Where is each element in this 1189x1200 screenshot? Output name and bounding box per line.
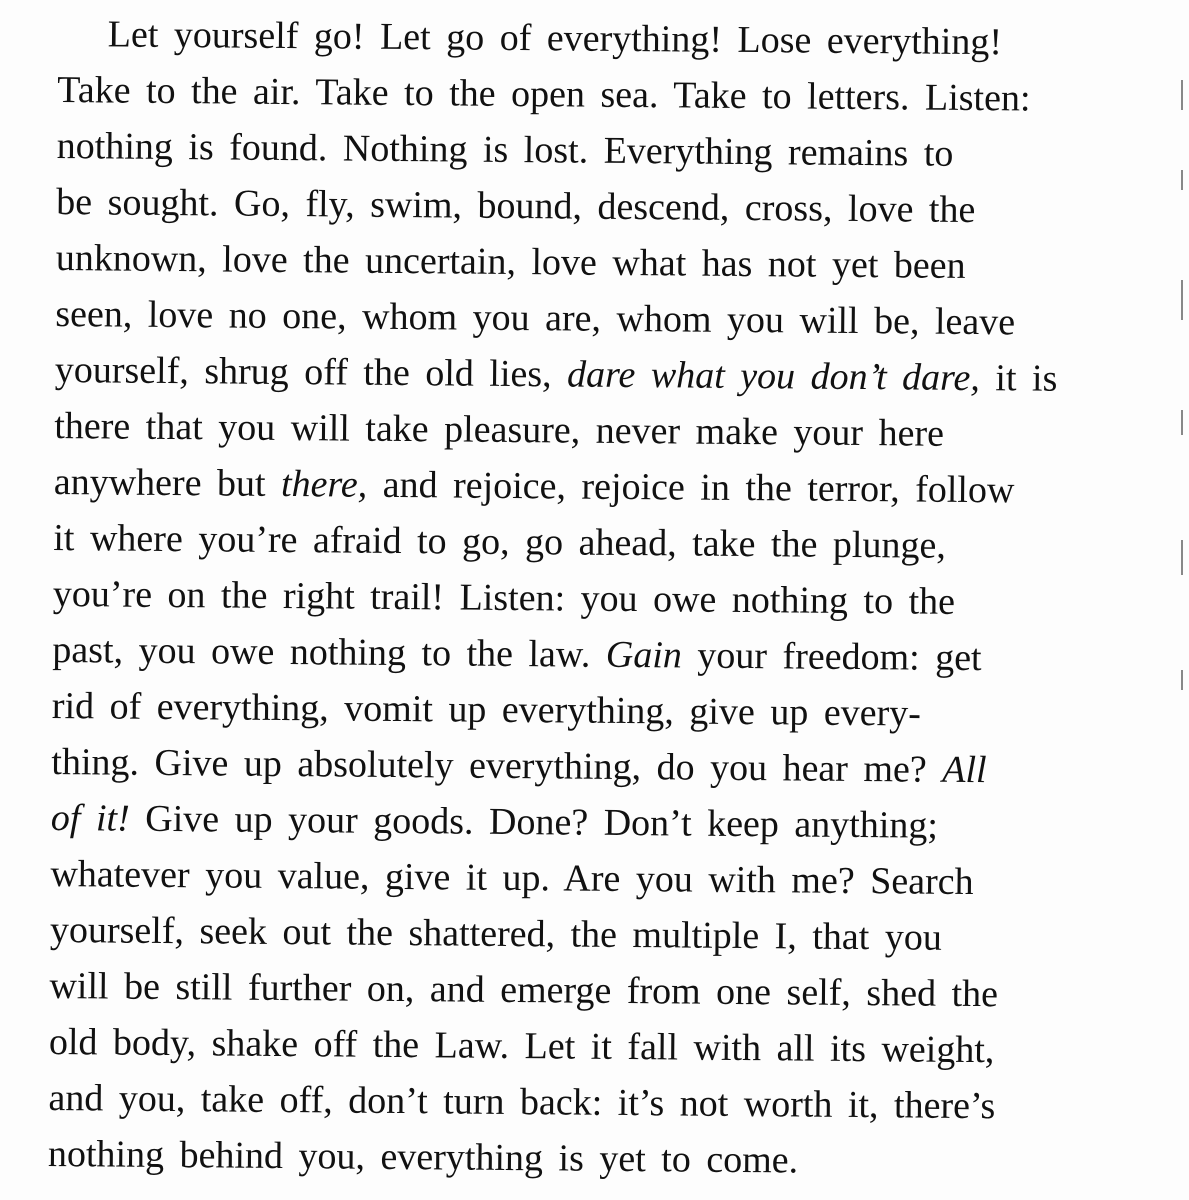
text-run: old body, shake off the Law. Let it fall with all its weight, — [48, 1020, 995, 1072]
text-run: Take to the air. Take to the open sea. Take to letters. Listen: — [57, 68, 1031, 120]
italic-phrase: of it! — [50, 796, 130, 840]
text-line — [53, 566, 1153, 632]
text-line — [54, 454, 1154, 520]
text-run: thing. Give up absolutely everything, do you hear me? — [51, 740, 943, 791]
text-line — [48, 1070, 1148, 1136]
text-line — [50, 902, 1150, 968]
text-run: whatever you value, give it up. Are you with me? Search — [50, 852, 974, 904]
text-run: and rejoice, rejoice in the terror, follow — [367, 463, 1015, 512]
text-run: yourself, shrug off the old lies, — [54, 348, 568, 396]
text-run: there that you will take pleasure, never make your here — [54, 404, 945, 455]
text-run: seen, love no one, whom you are, whom you will be, leave — [55, 292, 1016, 344]
text-line — [52, 678, 1152, 744]
text-run: and you, take off, don’t turn back: it’s not worth it, there’s — [48, 1076, 996, 1128]
page-edge-marks — [1180, 80, 1183, 780]
text-line — [49, 1014, 1149, 1080]
italic-phrase: Gain — [605, 633, 683, 677]
text-run: your freedom: get — [681, 634, 982, 680]
text-run: yourself, seek out the shattered, the multiple I, that you — [49, 908, 942, 959]
text-line — [50, 846, 1150, 912]
text-run: rid of everything, vomit up everything, give up every- — [51, 684, 922, 735]
text-line — [54, 398, 1154, 464]
text-line — [51, 734, 1151, 800]
italic-phrase: dare what you don’t dare, — [566, 353, 981, 400]
text-line — [58, 6, 1158, 72]
text-line — [51, 790, 1151, 856]
text-run: nothing behind you, everything is yet to come. — [47, 1132, 799, 1182]
text-run: it is — [979, 357, 1058, 400]
italic-phrase: All — [942, 748, 987, 792]
text-line — [53, 510, 1153, 576]
text-run: Let yourself go! Let go of everything! Lose everything! — [107, 13, 1003, 64]
text-line — [55, 342, 1155, 408]
passage-text — [48, 6, 1158, 1192]
text-run: past, you owe nothing to the law. — [52, 628, 607, 676]
text-line — [57, 62, 1157, 128]
text-line — [49, 958, 1149, 1024]
text-line — [57, 118, 1157, 184]
text-run: it where you’re afraid to go, go ahead, take the plunge, — [53, 516, 947, 567]
text-line — [48, 1126, 1148, 1192]
text-run: will be still further on, and emerge from one self, shed the — [49, 964, 999, 1016]
italic-phrase: there, — [280, 462, 368, 506]
text-line — [52, 622, 1152, 688]
text-line — [56, 174, 1156, 240]
text-run: be sought. Go, fly, swim, bound, descend, cross, love the — [56, 180, 976, 232]
text-run: nothing is found. Nothing is lost. Everything remains to — [56, 124, 954, 175]
text-run: anywhere but — [53, 460, 282, 505]
text-line — [55, 286, 1155, 352]
text-run: you’re on the right trail! Listen: you owe nothing to the — [52, 572, 956, 623]
text-run: unknown, love the uncertain, love what has not yet been — [55, 236, 966, 287]
text-run: Give up your goods. Done? Don’t keep anything; — [129, 797, 939, 847]
text-line — [56, 230, 1156, 296]
